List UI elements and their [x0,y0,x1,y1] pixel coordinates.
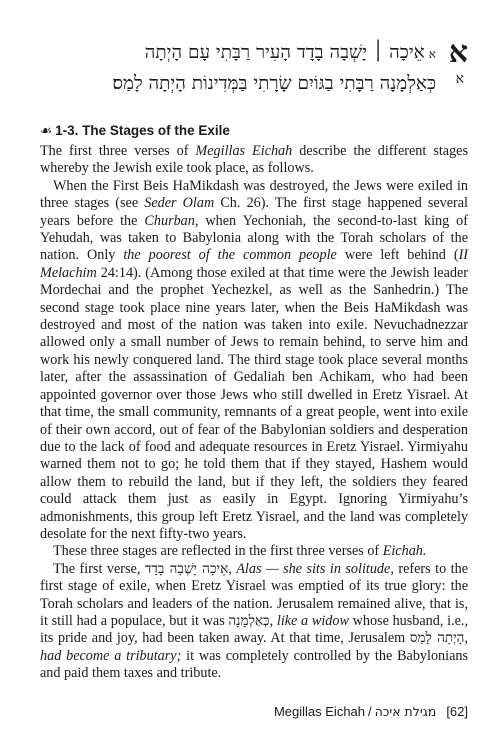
paragraph-4: The first verse, אֵיכָה יָשְׁבָה בָדָד, Alas — she sits in solitude, refers to the first stage of exile, when Eretz Yisrael was emptied of its true glory: the Torah scholars and leaders of the nation. Jerusalem remained alive, that is, it still had a populace, but it was כְּאַלְמָנָה, like a widow whose husband, i.e., its pride and joy, had been taken away. At that time, Jerusalem הָיְתָה לָמַס, had become a tributary; it was completely controlled by the Babylonians and paid them taxes and tribute. [40,560,468,682]
verse-inline-number: א [428,47,436,61]
verse-line-2: כְּאַלְמָנָה רַבָּתִי בַגּוֹיִם שָׂרָתִי בַּמְּדִינוֹת הָיְתָה לָמַס׃ [112,73,436,94]
paragraph-3: These three stages are reflected in the first three verses of Eichah. [53,543,427,560]
hebrew-quote: הָיְתָה לָמַס [409,630,465,647]
section-heading-text: 1-3. The Stages of the Exile [55,123,230,138]
footer-separator: / [368,704,372,719]
hebrew-verse-text [40,38,436,99]
footer-book-title: Megillas Eichah [273,704,366,719]
page-footer [274,704,468,719]
verse-line-1 [40,38,436,69]
verse-number: א [455,71,464,87]
hebrew-quote: כְּאַלְמָנָה [228,612,270,629]
verse-letter: א [448,35,468,70]
page-number: [62] [446,704,468,719]
footer-hebrew-title: מגילת איכה [374,704,437,719]
hebrew-quote: אֵיכָה יָשְׁבָה בָדָד [144,560,229,577]
paragraph-1: The first three verses of Megillas Eichah describe the different stages whereby the Jewish exile took place, as follows. [40,143,468,177]
ornament-icon: ☙ [40,123,53,139]
verse-line-1-text: אֵיכָה ׀ יָשְׁבָה בָדָד הָעִיר רַבָּתִי עָם הָיְתָה [144,42,425,63]
commentary [40,122,468,683]
paragraph-2: When the First Beis HaMikdash was destroyed, the Jews were exiled in three stages (see Seder Olam Ch. 26). The first stage happened several years before the Churban, when Yechoniah, the second-to-last king of Yehudah, was taken to Babylonia along with the Torah scholars of the nation. Only the poorest of the common people were left behind (II Melachim 24:14). (Among those exiled at that time were the Jewish leader Mordechai and the prophet Yechezkel, as well as the Sanhedrin.) The second stage took place nine years later, when the Beis HaMikdash was destroyed and most of the nation was taken into exile. Nevuchadnezzar allowed only a small number of Jews to remain behind, to serve him and work his newly conquered land. The third stage took place several months later, after the assassination of Gedaliah ben Achikam, who had been appointed governor over those Jews who still dwelled in Eretz Yisrael. At that time, the small community, remnants of a great people, went into exile of their own accord, out of fear of the Babylonian soldiers and desperation due to the lack of food and adequate resources in Eretz Yisrael. Yirmiyahu warned them not to go; he told them that if they stayed, Hashem would allow them to rebuild the land, but if they left, the soldiers they feared could attack them just as easily in Egypt. Ignoring Yirmiyahu’s admonishments, this group left Eretz Yisrael, and the land was completely desolate for the next fifty-two years. [40,177,469,542]
verse-block [36,36,468,108]
section-heading [40,122,468,140]
